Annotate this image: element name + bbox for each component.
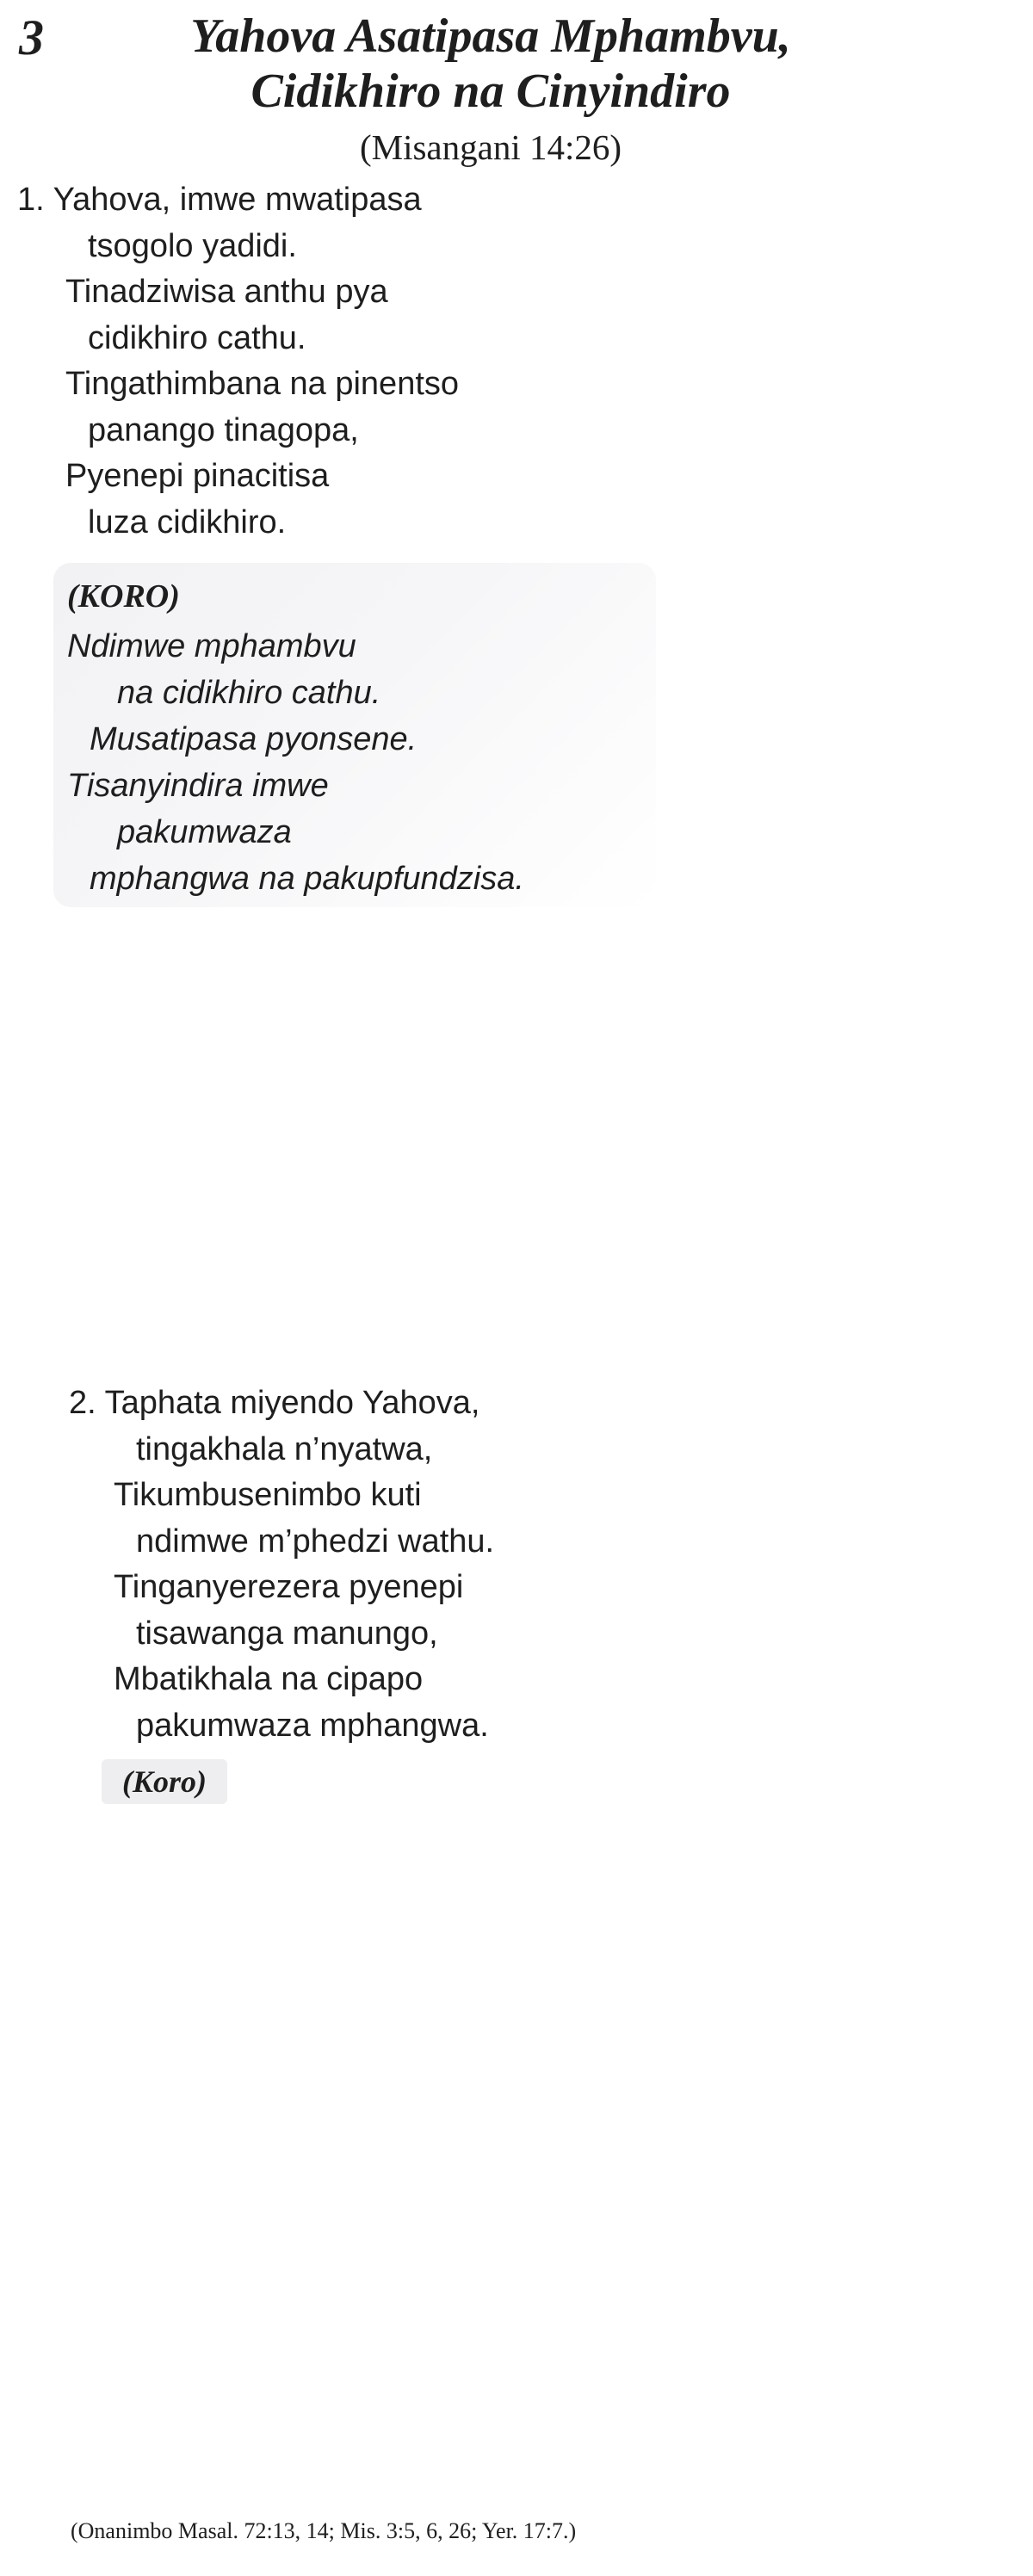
scripture-reference: (Misangani 14:26) [359,127,622,167]
verse-line: luza cidikhiro. [88,503,287,541]
verse-line: 1. Yahova, imwe mwatipasa [17,182,422,218]
verse-line: Tikumbusenimbo kuti [114,1477,422,1513]
song-header [155,9,826,169]
chorus-line: Musatipasa pyonsene. [90,721,418,757]
chorus-label: (KORO) [67,578,180,615]
verse-line: tingakhala n’nyatwa, [136,1430,433,1467]
verse-line: tisawanga manungo, [136,1615,438,1652]
chorus-line: pakumwaza [117,814,292,850]
verse-line: panango tinagopa, [88,411,359,448]
scripture-footnote: (Onanimbo Masal. 72:13, 14; Mis. 3:5, 6, 26; Yer. 17:7.) [71,2518,577,2543]
verse-line: Tinganyerezera pyenepi [114,1569,464,1605]
verse-line: Tinadziwisa anthu pya [65,274,388,310]
verse-2 [69,1381,494,1749]
song-title-line-1: Yahova Asatipasa Mphambvu, [190,9,791,63]
song-title-line-2: Cidikhiro na Cinyindiro [251,65,731,118]
verse-1 [17,177,459,546]
chorus-line: mphangwa na pakupfundzisa. [90,861,524,897]
verse-line: tsogolo yadidi. [88,227,297,264]
verse-line: Tingathimbana na pinentso [65,366,460,402]
verse-line: pakumwaza mphangwa. [136,1707,489,1744]
chorus-line: Ndimwe mphambvu [67,628,356,664]
verse-line: 2. Taphata miyendo Yahova, [69,1385,480,1421]
verse-line: ndimwe m’phedzi wathu. [136,1523,495,1560]
chorus-line: na cidikhiro cathu. [117,675,381,711]
chorus-lines [67,623,524,902]
song-number: 3 [19,9,44,65]
verse-line: cidikhiro cathu. [88,319,306,356]
verse-line: Mbatikhala na cipapo [114,1661,424,1697]
verse-line: Pyenepi pinacitisa [65,458,330,494]
chorus-reference-tag: (Koro) [102,1759,227,1804]
chorus-line: Tisanyindira imwe [67,768,329,804]
